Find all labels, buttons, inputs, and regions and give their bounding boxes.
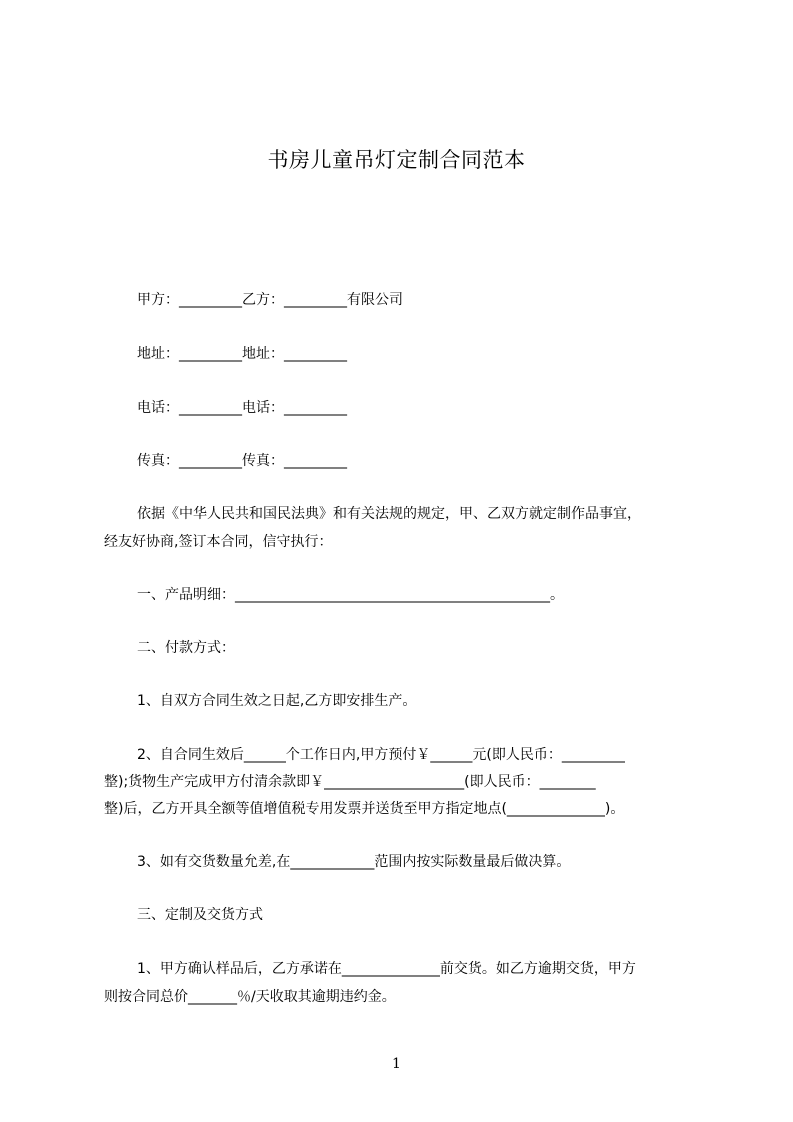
payment-clause-1: 1、自双方合同生效之日起,乙方即安排生产。	[137, 693, 417, 709]
page-number: 1	[392, 1056, 401, 1072]
preamble-line-1: 依据《中华人民共和国民法典》和有关法规的规定，甲、乙双方就定制作品事宜，	[137, 506, 641, 522]
document-title: 书房儿童吊灯定制合同范本	[267, 148, 526, 172]
delivery-clause-1-line-2: 则按合同总价_______％/天收取其逾期违约金。	[104, 989, 396, 1005]
payment-clause-2-line-3: 整)后，乙方开具全额等值增值税专用发票并送货至甲方指定地点(______________)。	[104, 801, 625, 817]
payment-clause-2-line-2: 整);货物生产完成甲方付清余款即￥____________________(即人民币：________	[104, 774, 596, 790]
delivery-clause-1-line-1: 1、甲方确认样品后，乙方承诺在______________前交货。如乙方逾期交货，甲方	[137, 961, 636, 977]
party-fax-line: 传真：_________传真：_________	[137, 453, 347, 469]
payment-clause-2-line-1: 2、自合同生效后______个工作日内,甲方预付￥______元(即人民币：_________	[137, 747, 625, 763]
delivery-heading: 三、定制及交货方式	[137, 907, 263, 923]
party-names-line: 甲方：_________乙方：_________有限公司	[137, 292, 403, 308]
preamble-line-2: 经友好协商,签订本合同，信守执行：	[104, 534, 333, 550]
payment-clause-3: 3、如有交货数量允差,在____________范围内按实际数量最后做决算。	[137, 854, 571, 870]
party-phone-line: 电话：_________电话：_________	[137, 400, 347, 416]
payment-heading: 二、付款方式：	[137, 640, 235, 656]
party-address-line: 地址：_________地址：_________	[137, 346, 347, 362]
product-detail-clause: 一、产品明细：_____________________________________________。	[137, 587, 564, 603]
